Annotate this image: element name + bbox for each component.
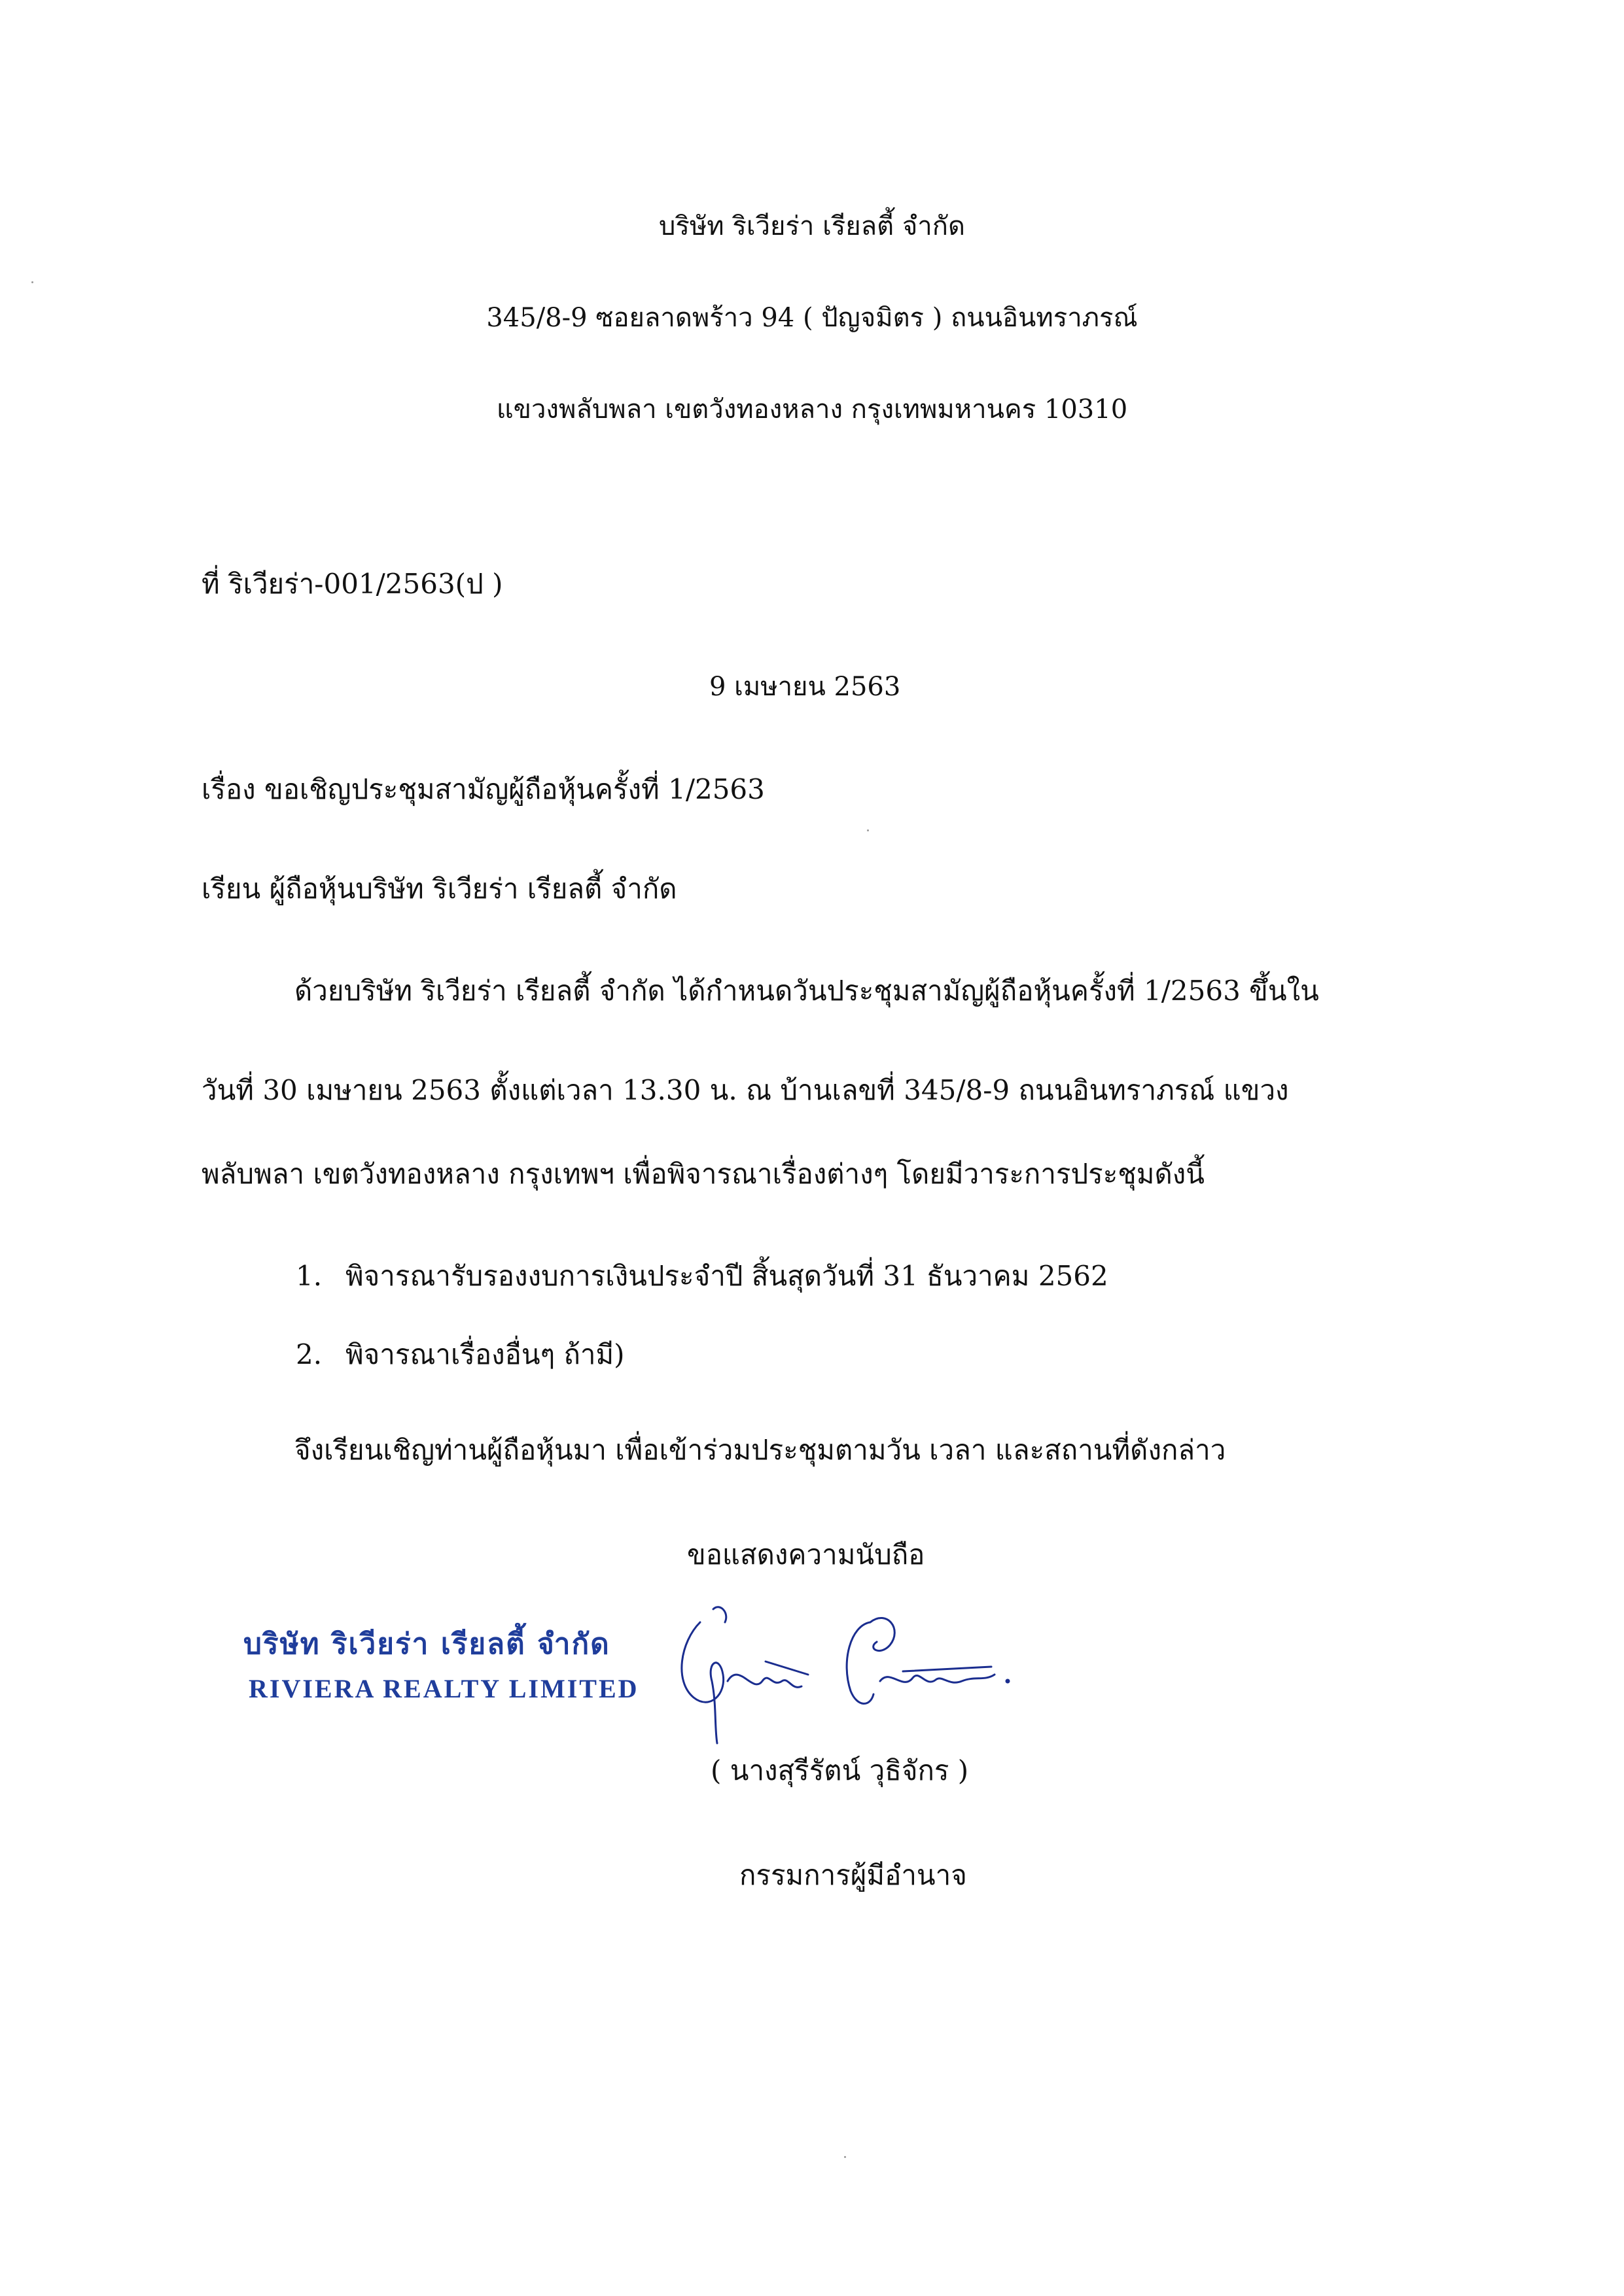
addressee-line: เรียน ผู้ถือหุ้นบริษัท ริเวียร่า เรียลตี้ จำกัด [202, 873, 677, 905]
body-line-3: พลับพลา เขตวังทองหลาง กรุงเทพฯ เพื่อพิจารณาเรื่องต่างๆ โดยมีวาระการประชุมดังนี้ [202, 1158, 1205, 1190]
address-line-2: แขวงพลับพลา เขตวังทองหลาง กรุงเทพมหานคร 10310 [496, 394, 1128, 425]
scan-speck [844, 2156, 846, 2158]
agenda-item-number: 2. [296, 1338, 323, 1370]
scan-speck [31, 281, 33, 283]
handwritten-signature [654, 1583, 1021, 1753]
signatory-name: ( นางสุรีรัตน์ วุธิจักร ) [711, 1754, 969, 1786]
address-line-1: 345/8-9 ซอยลาดพร้าว 94 ( ปัญจมิตร ) ถนนอินทราภรณ์ [486, 303, 1138, 333]
company-stamp-english: RIVIERA REALTY LIMITED [249, 1674, 639, 1703]
reference-number: ที่ ริเวียร่า-001/2563(ป ) [202, 568, 503, 600]
scan-speck [867, 829, 869, 831]
agenda-item-text: พิจารณาเรื่องอื่นๆ ถ้ามี) [345, 1338, 625, 1370]
company-name-heading: บริษัท ริเวียร่า เรียลตี้ จำกัด [659, 211, 965, 241]
complimentary-close: ขอแสดงความนับถือ [687, 1539, 925, 1571]
letter-date: 9 เมษายน 2563 [709, 672, 901, 702]
body-line-2: วันที่ 30 เมษายน 2563 ตั้งแต่เวลา 13.30 น. ณ บ้านเลขที่ 345/8-9 ถนนอินทราภรณ์ แขวง [202, 1074, 1289, 1106]
closing-paragraph: จึงเรียนเชิญท่านผู้ถือหุ้นมา เพื่อเข้าร่วมประชุมตามวัน เวลา และสถานที่ดังกล่าว [294, 1434, 1226, 1466]
company-stamp-thai: บริษัท ริเวียร่า เรียลตี้ จำกัด [243, 1627, 610, 1661]
signatory-title: กรรมการผู้มีอำนาจ [739, 1859, 967, 1891]
agenda-item-number: 1. [296, 1260, 323, 1292]
body-line-1: ด้วยบริษัท ริเวียร่า เรียลตี้ จำกัด ได้กำหนดวันประชุมสามัญผู้ถือหุ้นครั้งที่ 1/2563 ขึ้นใน [294, 975, 1319, 1007]
subject-line: เรื่อง ขอเชิญประชุมสามัญผู้ถือหุ้นครั้งที่ 1/2563 [202, 773, 765, 805]
agenda-item-text: พิจารณารับรองงบการเงินประจำปี สิ้นสุดวันที่ 31 ธันวาคม 2562 [345, 1260, 1108, 1292]
